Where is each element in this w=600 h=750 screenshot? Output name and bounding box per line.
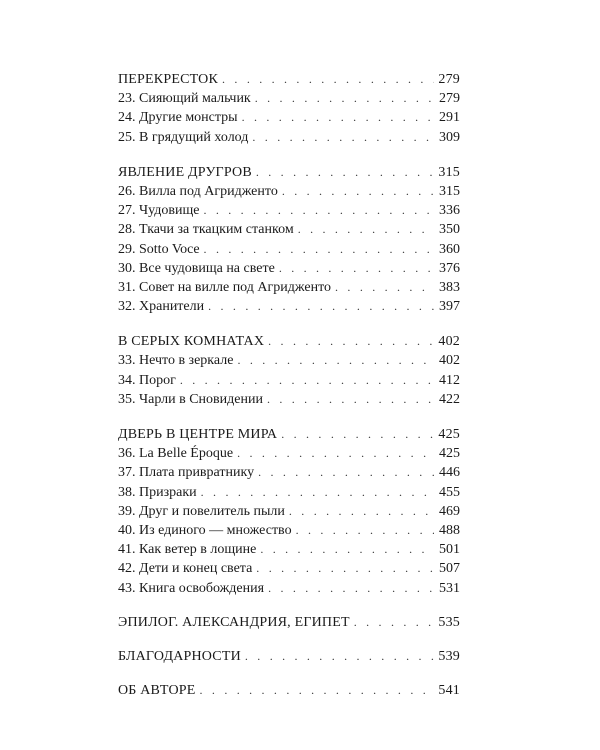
spacer xyxy=(118,666,460,681)
chapter-title: 31. Совет на вилле под Агридженто xyxy=(118,279,332,295)
chapter-title: 26. Вилла под Агридженто xyxy=(118,183,278,199)
dot-leader xyxy=(268,579,434,598)
spacer xyxy=(118,316,460,332)
chapter-title: 43. Книга освобождения xyxy=(118,580,265,596)
dot-leader xyxy=(222,70,434,89)
chapter-title: 27. Чудовище xyxy=(118,203,200,219)
page-number: 383 xyxy=(439,279,460,295)
page-number: 279 xyxy=(439,91,460,107)
page-number: 376 xyxy=(439,260,460,276)
toc-section-heading xyxy=(118,70,460,89)
chapter-title: 38. Призраки xyxy=(118,484,197,500)
chapter-title: 23. Сияющий мальчик xyxy=(118,91,251,107)
page-number: 279 xyxy=(438,72,460,87)
dot-leader xyxy=(245,647,434,666)
chapter-title: 40. Из единого — множество xyxy=(118,522,292,538)
page-number: 455 xyxy=(439,484,460,500)
toc-section-heading xyxy=(118,163,460,182)
page-number: 360 xyxy=(439,241,460,257)
dot-leader xyxy=(242,108,434,127)
page-number: 309 xyxy=(439,129,460,145)
page-number: 350 xyxy=(439,222,460,238)
chapter-title: 29. Sotto Voce xyxy=(118,241,200,257)
section-title: БЛАГОДАРНОСТИ xyxy=(118,648,241,664)
table-of-contents xyxy=(118,70,460,700)
toc-chapter-row xyxy=(118,220,460,239)
dot-leader xyxy=(256,559,434,578)
dot-leader xyxy=(289,502,434,521)
dot-leader xyxy=(208,297,434,316)
toc-chapter-row xyxy=(118,351,460,370)
dot-leader xyxy=(256,163,434,182)
toc-chapter-row xyxy=(118,89,460,108)
chapter-title: 32. Хранители xyxy=(118,299,205,315)
dot-leader xyxy=(298,220,434,239)
chapter-title: 39. Друг и повелитель пыли xyxy=(118,503,285,519)
dot-leader xyxy=(258,463,434,482)
toc-chapter-row xyxy=(118,182,460,201)
toc-chapter-row xyxy=(118,483,460,502)
dot-leader xyxy=(267,390,434,409)
dot-leader xyxy=(237,444,434,463)
dot-leader xyxy=(296,521,434,540)
page-number: 541 xyxy=(438,683,460,699)
toc-chapter-row xyxy=(118,259,460,278)
page-number: 507 xyxy=(439,561,460,577)
dot-leader xyxy=(279,259,434,278)
page-number: 446 xyxy=(439,465,460,481)
toc-chapter-row xyxy=(118,502,460,521)
chapter-title: 24. Другие монстры xyxy=(118,110,238,126)
toc-chapter-row xyxy=(118,240,460,259)
dot-leader xyxy=(203,201,434,220)
section-title: ЯВЛЕНИЕ ДРУГРОВ xyxy=(118,164,252,180)
dot-leader xyxy=(268,332,434,351)
page-number: 531 xyxy=(439,580,460,596)
page-number: 501 xyxy=(439,542,460,558)
dot-leader xyxy=(255,89,434,108)
toc-chapter-row xyxy=(118,371,460,390)
dot-leader xyxy=(282,182,434,201)
toc-chapter-row xyxy=(118,521,460,540)
toc-end-matter-row xyxy=(118,647,460,666)
page-number: 422 xyxy=(439,391,460,407)
dot-leader xyxy=(252,128,434,147)
chapter-title: 41. Как ветер в лощине xyxy=(118,542,257,558)
toc-section-heading xyxy=(118,425,460,444)
page-number: 336 xyxy=(439,203,460,219)
page-number: 539 xyxy=(438,648,460,664)
toc-section-heading xyxy=(118,332,460,351)
page-number: 402 xyxy=(439,353,460,369)
chapter-title: 37. Плата привратнику xyxy=(118,465,255,481)
spacer xyxy=(118,147,460,163)
toc-chapter-row xyxy=(118,559,460,578)
dot-leader xyxy=(335,278,434,297)
toc-end-matter-row xyxy=(118,681,460,700)
page-number: 402 xyxy=(438,334,460,350)
page-number: 315 xyxy=(439,183,460,199)
dot-leader xyxy=(354,613,434,632)
chapter-title: 42. Дети и конец света xyxy=(118,561,253,577)
toc-chapter-row xyxy=(118,390,460,409)
section-title: ЭПИЛОГ. АЛЕКСАНДРИЯ, ЕГИПЕТ xyxy=(118,614,350,630)
chapter-title: 35. Чарли в Сновидении xyxy=(118,391,263,407)
toc-chapter-row xyxy=(118,463,460,482)
dot-leader xyxy=(200,681,434,700)
toc-chapter-row xyxy=(118,540,460,559)
dot-leader xyxy=(237,351,434,370)
section-title: ДВЕРЬ В ЦЕНТРЕ МИРА xyxy=(118,427,278,442)
page-number: 425 xyxy=(438,427,460,442)
toc-chapter-row xyxy=(118,201,460,220)
toc-chapter-row xyxy=(118,579,460,598)
chapter-title: 30. Все чудовища на свете xyxy=(118,260,275,276)
chapter-title: 36. La Belle Époque xyxy=(118,446,234,462)
toc-chapter-row xyxy=(118,297,460,316)
page-number: 469 xyxy=(439,503,460,519)
spacer xyxy=(118,409,460,425)
page-number: 291 xyxy=(439,110,460,126)
toc-chapter-row xyxy=(118,278,460,297)
chapter-title: 25. В грядущий холод xyxy=(118,129,249,145)
toc-chapter-row xyxy=(118,108,460,127)
page-number: 425 xyxy=(439,446,460,462)
spacer xyxy=(118,598,460,613)
section-title: ОБ АВТОРЕ xyxy=(118,683,196,699)
page-number: 488 xyxy=(439,522,460,538)
dot-leader xyxy=(204,240,434,259)
page-number: 397 xyxy=(439,299,460,315)
toc-chapter-row xyxy=(118,444,460,463)
dot-leader xyxy=(260,540,434,559)
dot-leader xyxy=(180,371,434,390)
chapter-title: 33. Нечто в зеркале xyxy=(118,353,234,369)
dot-leader xyxy=(201,483,434,502)
toc-end-matter-row xyxy=(118,613,460,632)
chapter-title: 34. Порог xyxy=(118,372,176,388)
chapter-title: 28. Ткачи за ткацким станком xyxy=(118,222,294,238)
section-title: ПЕРЕКРЕСТОК xyxy=(118,72,219,87)
dot-leader xyxy=(281,425,434,444)
spacer xyxy=(118,632,460,647)
page-number: 535 xyxy=(438,614,460,630)
section-title: В СЕРЫХ КОМНАТАХ xyxy=(118,334,265,350)
toc-chapter-row xyxy=(118,128,460,147)
page-number: 412 xyxy=(439,372,460,388)
page-number: 315 xyxy=(438,164,460,180)
